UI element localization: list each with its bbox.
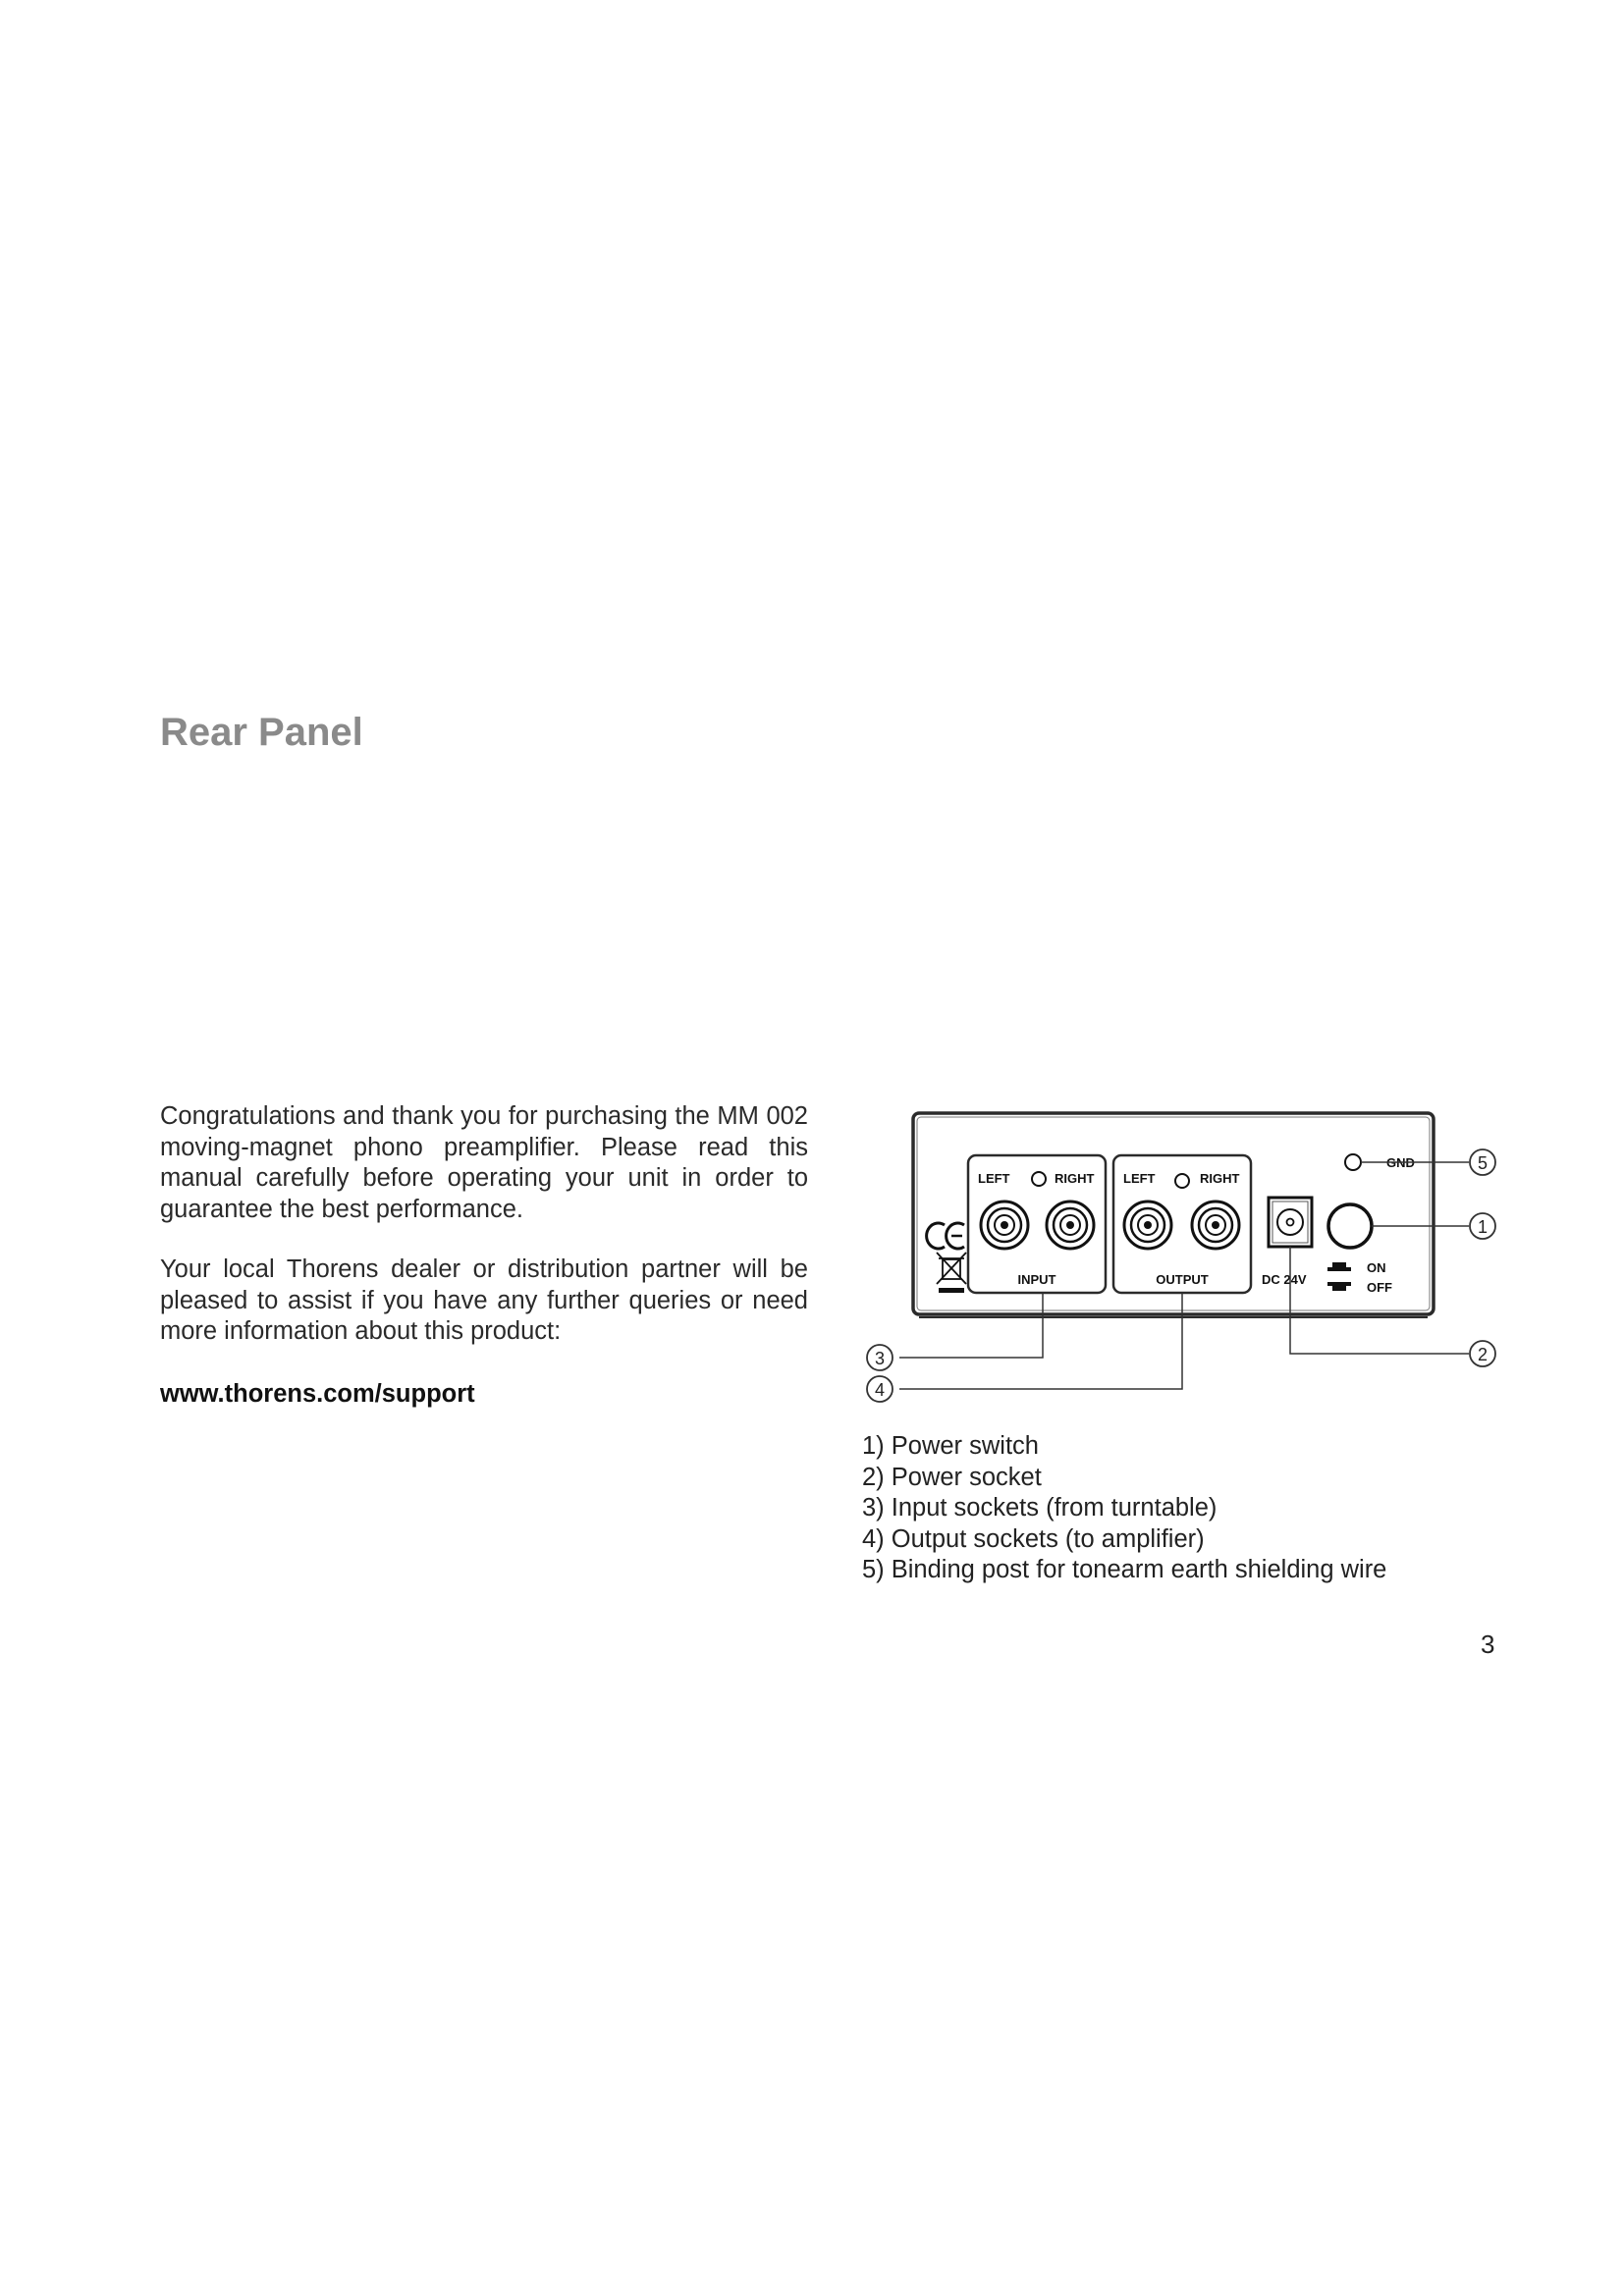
- input-left-rca-socket: [981, 1201, 1028, 1249]
- intro-text: [160, 1101, 808, 1348]
- output-socket-group: [1113, 1155, 1251, 1293]
- output-center-post: [1175, 1174, 1189, 1188]
- output-group-label: OUTPUT: [1156, 1272, 1209, 1287]
- output-left-label: LEFT: [1123, 1171, 1156, 1186]
- output-right-rca-socket: [1192, 1201, 1239, 1249]
- callout-marker-3: [867, 1345, 893, 1370]
- switch-on-label: ON: [1367, 1260, 1386, 1275]
- svg-text:5: 5: [1477, 1153, 1489, 1173]
- output-right-label: RIGHT: [1200, 1171, 1240, 1186]
- svg-text:2: 2: [1477, 1345, 1489, 1364]
- legend-item-power-switch: 1) Power switch: [862, 1432, 1039, 1460]
- callout-marker-4: [867, 1376, 893, 1402]
- legend-item-binding-post: 5) Binding post for tonearm earth shielding wire: [862, 1556, 1387, 1583]
- svg-text:4: 4: [874, 1380, 886, 1400]
- switch-off-label: OFF: [1367, 1280, 1392, 1295]
- weee-bin-icon: [937, 1253, 966, 1293]
- switch-off-icon: [1327, 1282, 1351, 1291]
- rear-panel-legend: [862, 1431, 1386, 1586]
- legend-item-input-sockets: 3) Input sockets (from turntable): [862, 1494, 1218, 1522]
- callout-marker-5: [1470, 1149, 1495, 1175]
- dc-power-socket: [1269, 1198, 1312, 1247]
- section-title: Rear Panel: [160, 711, 363, 754]
- power-switch: [1328, 1204, 1372, 1248]
- input-right-label: RIGHT: [1055, 1171, 1095, 1186]
- support-link[interactable]: www.thorens.com/support: [160, 1380, 475, 1408]
- intro-paragraph: Congratulations and thank you for purchasing the MM 002 moving-magnet phono preamplifier. Please read this manual carefully before operating your unit in order to guarantee the best performance.: [160, 1102, 808, 1223]
- input-socket-group: [968, 1155, 1106, 1293]
- legend-item-output-sockets: 4) Output sockets (to amplifier): [862, 1524, 1205, 1553]
- legend-item-power-socket: 2) Power socket: [862, 1463, 1042, 1491]
- svg-text:1: 1: [1477, 1217, 1489, 1237]
- dc-label: DC 24V: [1262, 1272, 1307, 1287]
- callout-line-3: [899, 1293, 1043, 1358]
- ce-mark-icon: [927, 1223, 964, 1249]
- gnd-binding-post: [1345, 1154, 1361, 1170]
- callout-marker-2: [1470, 1341, 1495, 1366]
- input-center-post: [1032, 1172, 1046, 1186]
- rear-panel-drawing: [854, 1099, 1522, 1414]
- switch-on-icon: [1327, 1262, 1351, 1271]
- input-left-label: LEFT: [978, 1171, 1010, 1186]
- callout-line-4: [899, 1293, 1182, 1389]
- page-number: 3: [1481, 1629, 1495, 1659]
- input-group-label: INPUT: [1017, 1272, 1056, 1287]
- rear-panel-diagram: [854, 1099, 1522, 1418]
- svg-text:3: 3: [874, 1349, 886, 1368]
- output-left-rca-socket: [1124, 1201, 1171, 1249]
- input-right-rca-socket: [1047, 1201, 1094, 1249]
- gnd-label: GND: [1386, 1155, 1415, 1170]
- support-paragraph: Your local Thorens dealer or distribution partner will be pleased to assist if you have any further queries or need more information about this product:: [160, 1255, 808, 1345]
- callout-marker-1: [1470, 1213, 1495, 1239]
